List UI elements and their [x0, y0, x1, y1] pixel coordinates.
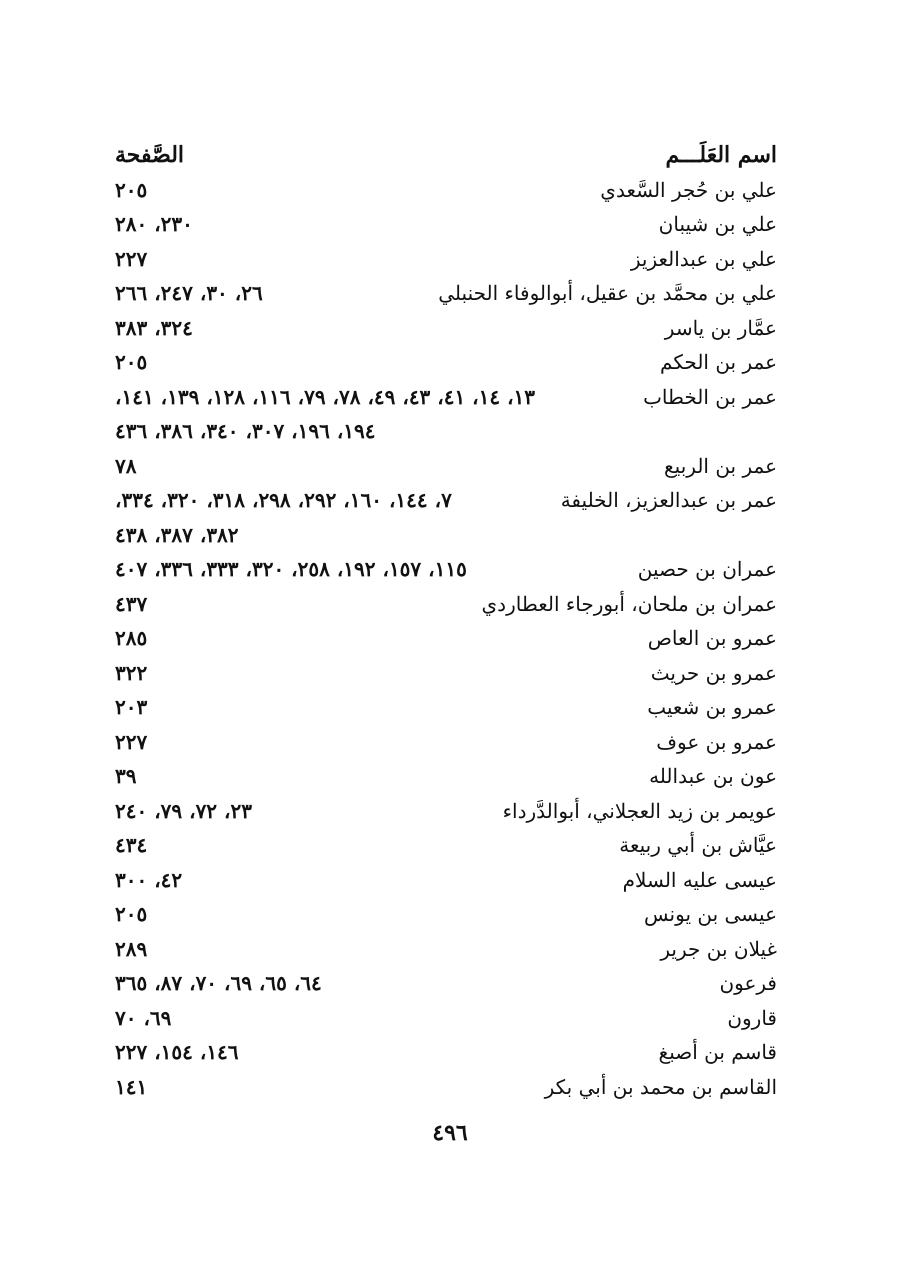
index-entry — [115, 656, 777, 691]
index-entry-continuation — [115, 518, 777, 553]
entry-name: عون بن عبدالله — [649, 764, 777, 788]
entry-name: عمرو بن العاص — [647, 626, 777, 650]
name-column-heading: اسم العَلَـــم — [665, 142, 777, 168]
entry-pages: ٢٨٥ — [115, 626, 148, 650]
entry-name: عمر بن عبدالعزيز، الخليفة — [560, 488, 777, 512]
entry-pages: ٢٨٩ — [115, 936, 148, 961]
entry-name: عمران بن حصين — [637, 557, 777, 581]
index-entry — [115, 380, 777, 415]
entry-pages: ٢٠٣ — [115, 695, 148, 719]
page-column-heading: الصَّفحة — [115, 142, 185, 168]
entry-name: غيلان بن جرير — [660, 936, 777, 961]
index-entry — [115, 621, 777, 656]
entry-name: قاسم بن أصبغ — [658, 1040, 777, 1064]
entry-pages: ٢٣، ٧٢، ٧٩، ٢٤٠ — [115, 798, 252, 823]
index-entry — [115, 897, 777, 932]
entry-pages: ٣٢٢ — [115, 660, 148, 685]
entry-pages: ٦٩، ٧٠ — [115, 1005, 172, 1030]
index-entry — [115, 483, 777, 518]
index-entry — [115, 207, 777, 242]
entry-name: عيسى بن يونس — [644, 902, 777, 926]
index-entry — [115, 828, 777, 863]
entry-pages: ٢٢٧ — [115, 246, 148, 271]
entry-name: عمرو بن حريث — [650, 660, 777, 685]
page-number: ٤٩٦ — [432, 1120, 468, 1146]
entry-pages: ١٩٤، ١٩٦، ٣٠٧، ٣٤٠، ٣٨٦، ٤٣٦ — [115, 419, 376, 443]
index-entry — [115, 863, 777, 898]
entry-pages: ١١٥، ١٥٧، ١٩٢، ٢٥٨، ٣٢٠، ٣٣٣، ٣٣٦، ٤٠٧ — [115, 557, 467, 581]
entry-pages: ٤٣٧ — [115, 591, 148, 616]
entry-pages: ٧٨ — [115, 453, 137, 478]
entry-pages: ٣٢٤، ٣٨٣ — [115, 315, 193, 340]
index-entry — [115, 1001, 777, 1036]
index-entry — [115, 173, 777, 208]
entry-pages: ٢٣٠، ٢٨٠ — [115, 212, 193, 236]
entry-pages: ٣٨٢، ٣٨٧، ٤٣٨ — [115, 522, 239, 547]
entry-name: عمرو بن عوف — [656, 729, 777, 754]
index-entry — [115, 1070, 777, 1105]
entry-name: قارون — [727, 1005, 777, 1030]
entry-name: عويمر بن زيد العجلاني، أبوالدَّرداء — [502, 798, 777, 823]
index-entry — [115, 725, 777, 760]
entry-pages: ٢٠٥ — [115, 902, 148, 926]
entry-name: فرعون — [719, 971, 777, 995]
index-entry — [115, 311, 777, 346]
index-header-row — [115, 138, 777, 173]
entry-pages: ٧، ١٤٤، ١٦٠، ٢٩٢، ٢٩٨، ٣١٨، ٣٢٠، ٣٣٤، — [115, 488, 452, 512]
index-entry — [115, 1035, 777, 1070]
entry-name: عمرو بن شعيب — [647, 695, 777, 719]
entry-name: علي بن عبدالعزيز — [630, 246, 777, 271]
index-page — [115, 138, 777, 1104]
entry-name: علي بن شيبان — [658, 212, 777, 236]
entry-name: علي بن محمَّد بن عقيل، أبوالوفاء الحنبلي — [438, 281, 777, 305]
index-entry — [115, 759, 777, 794]
entry-name: القاسم بن محمد بن أبي بكر — [544, 1074, 777, 1099]
entry-pages: ١٤١ — [115, 1074, 148, 1099]
index-entry — [115, 966, 777, 1001]
entry-name: عمران بن ملحان، أبورجاء العطاردي — [481, 591, 777, 616]
entry-pages: ١٤٦، ١٥٤، ٢٢٧ — [115, 1040, 239, 1064]
index-entry — [115, 587, 777, 622]
entry-name: علي بن حُجر السَّعدي — [600, 177, 777, 202]
index-entry-continuation — [115, 414, 777, 449]
entry-pages: ٢٢٧ — [115, 729, 148, 754]
index-entry — [115, 449, 777, 484]
index-entry — [115, 276, 777, 311]
index-entry — [115, 690, 777, 725]
index-entry — [115, 932, 777, 967]
entry-name: عمر بن الربيع — [664, 453, 777, 478]
entry-pages: ١٣، ١٤، ٤١، ٤٣، ٤٩، ٧٨، ٧٩، ١١٦، ١٢٨، ١٣٩، ١٤١، — [115, 384, 536, 409]
entry-name: عيسى عليه السلام — [622, 867, 777, 892]
entry-pages: ٤٣٤ — [115, 833, 148, 857]
entry-pages: ٢٠٥ — [115, 177, 148, 202]
entry-pages: ٤٢، ٣٠٠ — [115, 867, 183, 892]
index-entry — [115, 242, 777, 277]
entry-name: عمر بن الحكم — [660, 350, 777, 374]
entry-pages: ٦٤، ٦٥، ٦٩، ٧٠، ٨٧، ٣٦٥ — [115, 971, 322, 995]
entry-name: عمر بن الخطاب — [643, 384, 777, 409]
entry-name: عمَّار بن ياسر — [664, 315, 777, 340]
index-entry — [115, 794, 777, 829]
index-entry — [115, 552, 777, 587]
entry-pages: ٢٦، ٣٠، ٢٤٧، ٢٦٦ — [115, 281, 263, 305]
index-entry — [115, 345, 777, 380]
entry-pages: ٣٩ — [115, 764, 137, 788]
entry-name: عيَّاش بن أبي ربيعة — [619, 833, 777, 857]
entry-pages: ٢٠٥ — [115, 350, 148, 374]
